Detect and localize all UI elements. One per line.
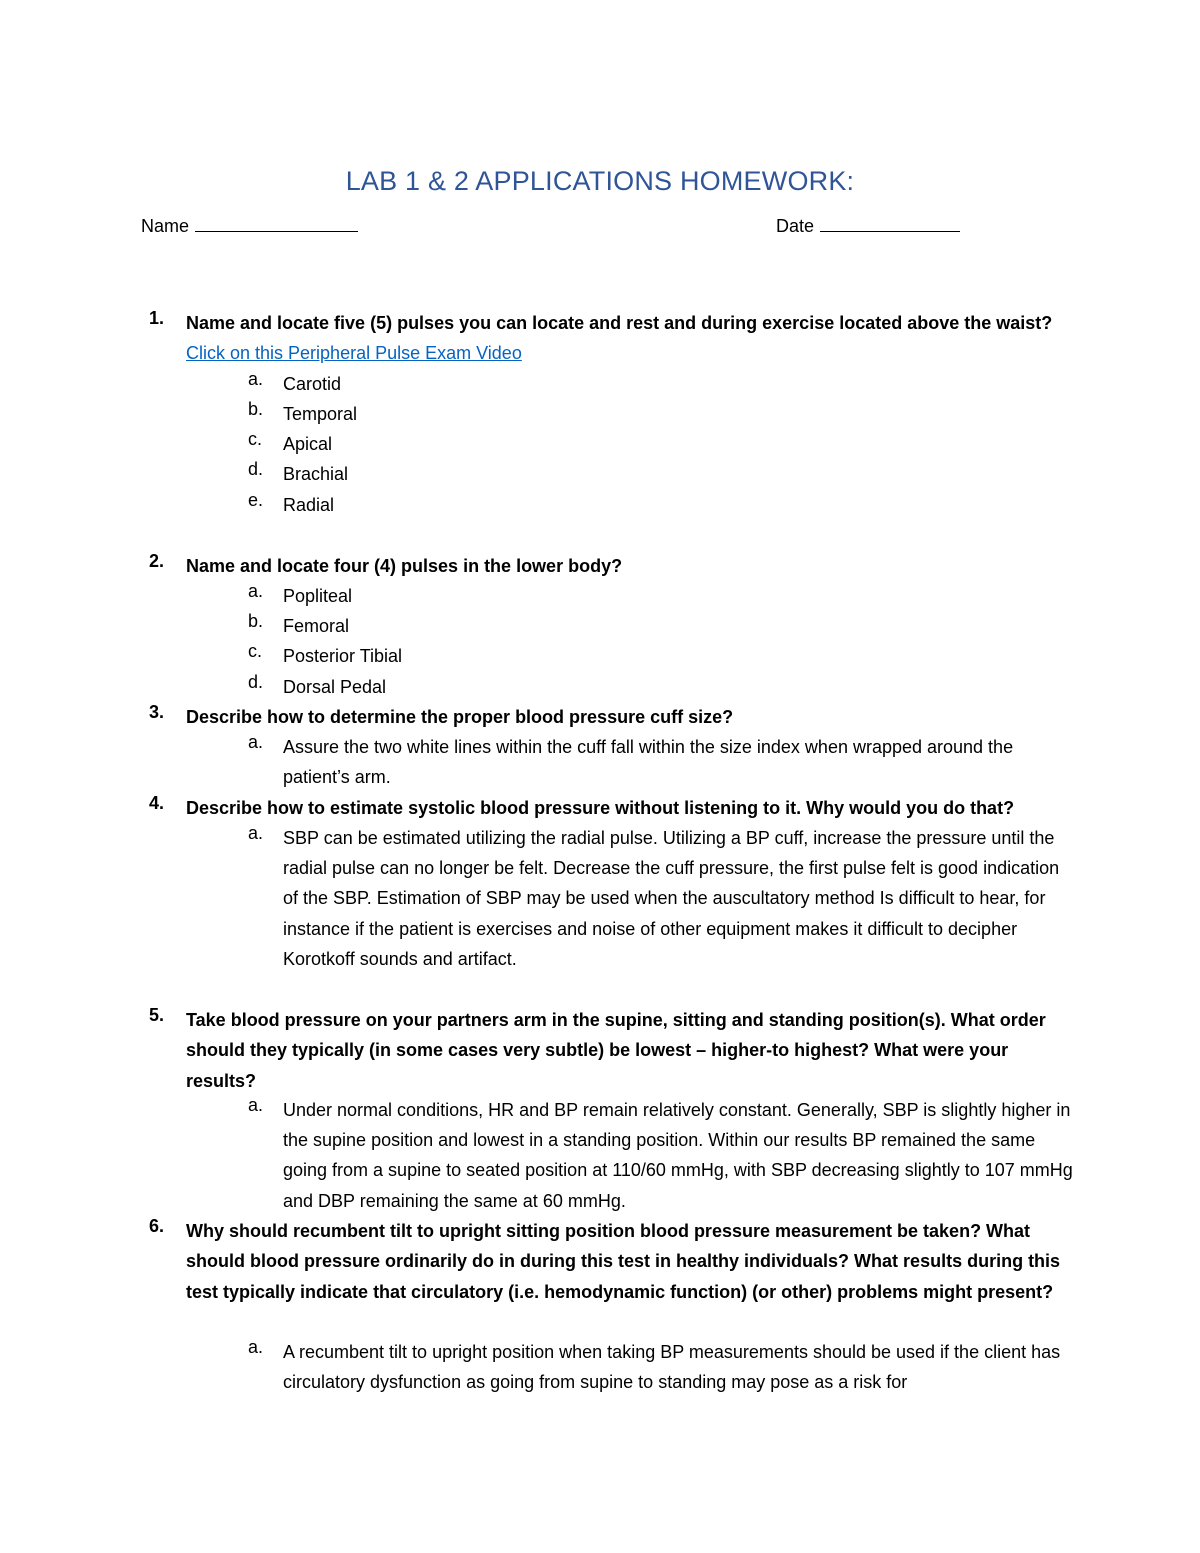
- answer-text: Apical: [283, 434, 333, 454]
- name-blank-line[interactable]: [195, 213, 358, 232]
- name-label: Name: [141, 216, 190, 236]
- answer-text: Under normal conditions, HR and BP remain relatively constant. Generally, SBP is slightly higher in the supine position and lowest in a standing position. Within our results BP remained the same going from a supine to seated position at 110/60 mmHg, with SBP decreasing slightly to 107 mmHg and DBP remaining the same at 60 mmHg.: [283, 1100, 1073, 1211]
- question-text: Name and locate five (5) pulses you can locate and rest and during exercise located above the waist? Click on this Peripheral Pulse Exam Video: [186, 313, 1053, 364]
- question-text: Take blood pressure on your partners arm in the supine, sitting and standing position(s). What order should they typically (in some cases very subtle) be lowest – higher-to highest? What were your results?: [186, 1010, 1046, 1091]
- question-text: Why should recumbent tilt to upright sitting position blood pressure measurement be taken? What should blood pressure ordinarily do in during this test in healthy individuals? What results during this test typically indicate that circulatory (i.e. hemodynamic function) (or other) problems might present?: [186, 1221, 1061, 1302]
- answer-text: Carotid: [283, 374, 342, 394]
- answer-text: Femoral: [283, 616, 350, 636]
- answer-text: Posterior Tibial: [283, 646, 403, 666]
- answer-letter: a.: [248, 581, 264, 601]
- question-number: 4.: [149, 793, 165, 813]
- question-text: Describe how to determine the proper blood pressure cuff size?: [186, 707, 734, 727]
- page-title: LAB 1 & 2 APPLICATIONS HOMEWORK:: [345, 166, 855, 196]
- answer-text: Brachial: [283, 464, 349, 484]
- answer-text: SBP can be estimated utilizing the radial pulse. Utilizing a BP cuff, increase the pressure until the radial pulse can no longer be felt. Decrease the cuff pressure, the first pulse felt is good indication of the SBP. Estimation of SBP may be used when the auscultatory method Is difficult to hear, for instance if the patient is exercises and noise of other equipment makes it difficult to decipher Korotkoff sounds and artifact.: [283, 828, 1060, 969]
- answer-letter: d.: [248, 459, 264, 479]
- name-field: [141, 213, 358, 237]
- answer-letter: b.: [248, 611, 264, 631]
- answer-text: Temporal: [283, 404, 358, 424]
- question-number: 3.: [149, 702, 165, 722]
- peripheral-pulse-video-link[interactable]: Click on this Peripheral Pulse Exam Video: [186, 343, 522, 364]
- answer-letter: a.: [248, 1337, 264, 1357]
- answer-text: Popliteal: [283, 586, 353, 606]
- answer-letter: c.: [248, 641, 263, 661]
- answer-letter: a.: [248, 732, 264, 752]
- answer-letter: a.: [248, 1095, 264, 1115]
- question-number: 1.: [149, 308, 165, 328]
- question-number: 2.: [149, 551, 165, 571]
- answer-letter: a.: [248, 369, 264, 389]
- answer-text: Radial: [283, 495, 335, 515]
- question-number: 5.: [149, 1005, 165, 1025]
- answer-letter: b.: [248, 399, 264, 419]
- date-label: Date: [776, 216, 815, 236]
- question-text: Name and locate four (4) pulses in the lower body?: [186, 556, 623, 576]
- question-text: Describe how to estimate systolic blood pressure without listening to it. Why would you do that?: [186, 798, 1015, 818]
- answer-letter: a.: [248, 823, 264, 843]
- answer-letter: e.: [248, 490, 264, 510]
- question-number: 6.: [149, 1216, 165, 1236]
- date-field: [776, 213, 960, 237]
- answer-letter: c.: [248, 429, 263, 449]
- answer-text: Assure the two white lines within the cuff fall within the size index when wrapped around the patient’s arm.: [283, 737, 1014, 788]
- answer-letter: d.: [248, 672, 264, 692]
- date-blank-line[interactable]: [820, 213, 960, 232]
- answer-text: A recumbent tilt to upright position when taking BP measurements should be used if the client has circulatory dysfunction as going from supine to standing may pose as a risk for: [283, 1342, 1061, 1393]
- answer-text: Dorsal Pedal: [283, 677, 387, 697]
